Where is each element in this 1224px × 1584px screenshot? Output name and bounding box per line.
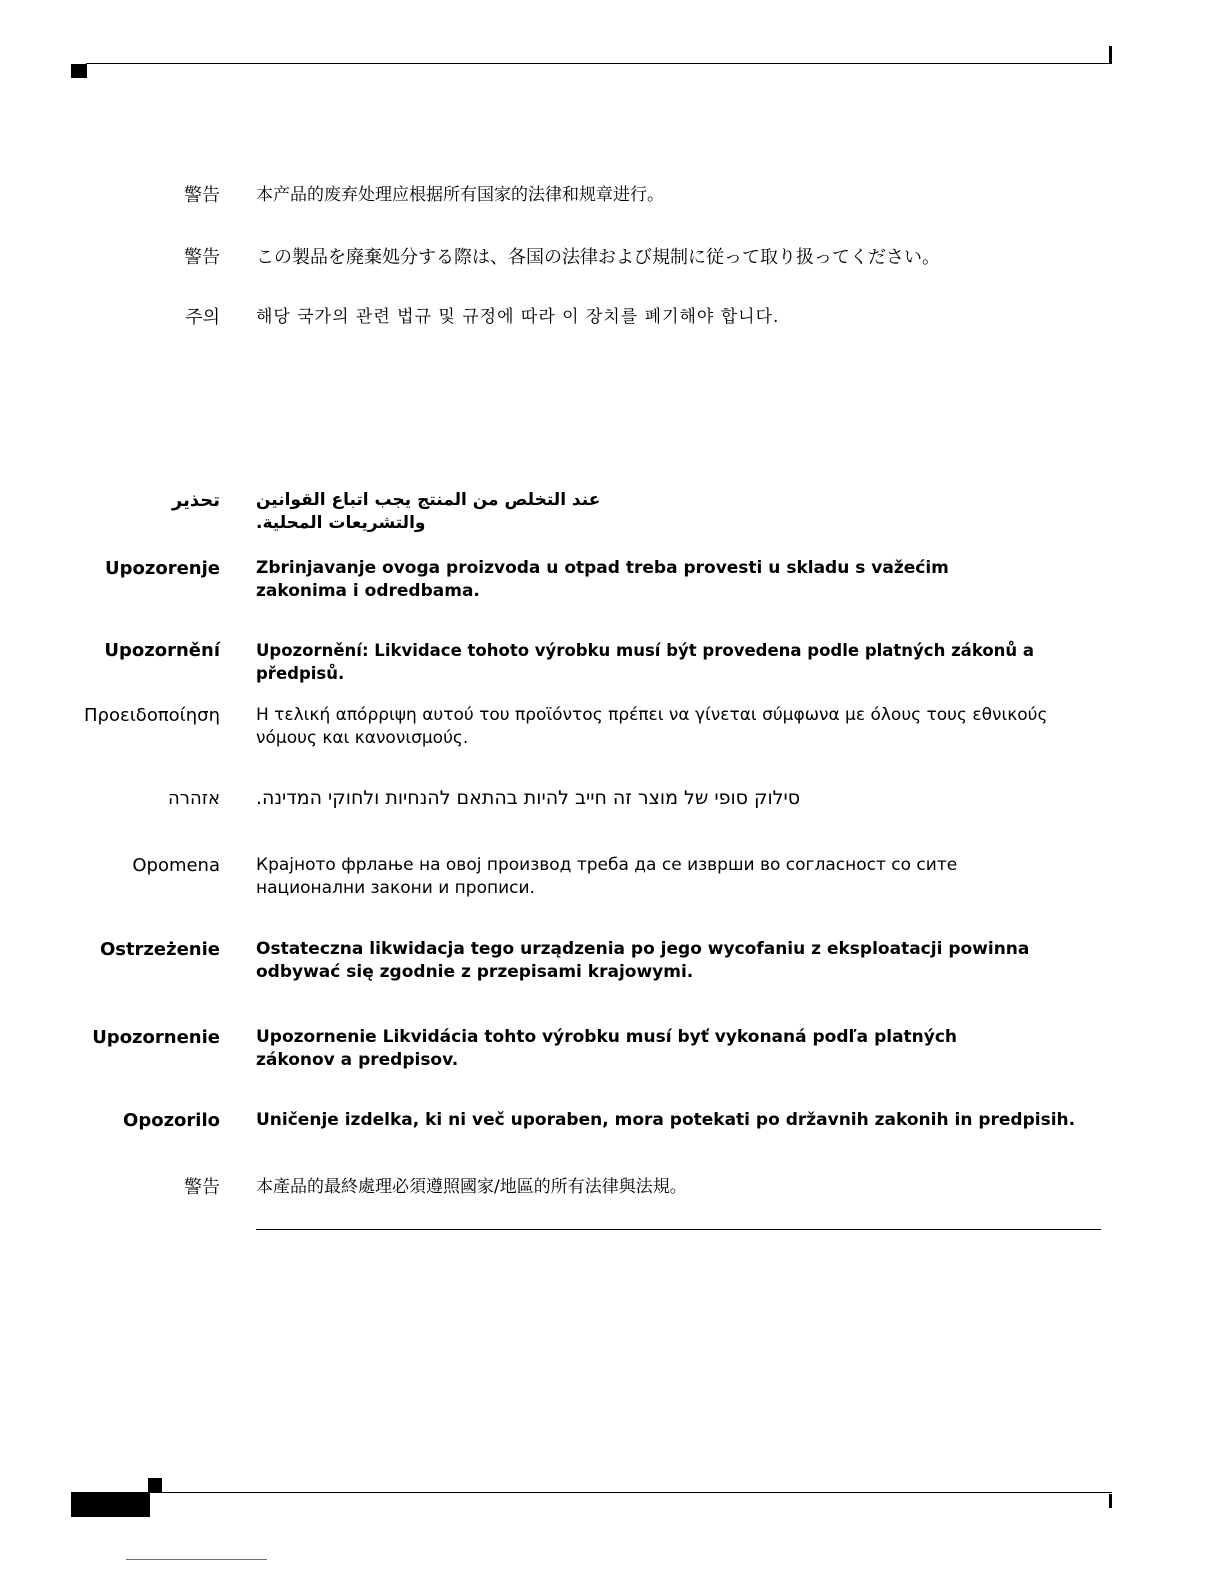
warning-label: 주의 bbox=[185, 307, 220, 328]
warning-text: Η τελική απόρριψη αυτού του προϊόντος πρέπει να γίνεται σύμφωνα με όλους τους εθνικούς νόμους και κανονισμούς. bbox=[256, 705, 1048, 748]
section-end-rule bbox=[256, 1229, 1101, 1230]
footer-block bbox=[71, 1492, 150, 1517]
warning-label: 警告 bbox=[184, 247, 220, 268]
warning-label: Ostrzeżenie bbox=[99, 939, 220, 960]
footer-rule bbox=[148, 1492, 1112, 1493]
warning-label: Προειδοποίηση bbox=[84, 705, 220, 726]
warning-text: Ostateczna likwidacja tego urządzenia po jego wycofaniu z eksploatacji powinna odbywać się zgodnie z przepisami krajowymi. bbox=[256, 939, 1030, 982]
header-marker bbox=[71, 64, 87, 78]
header-tick bbox=[1109, 46, 1112, 64]
warning-text: عند التخلص من المنتج يجب اتباع القوانين والتشريعات المحلية. bbox=[256, 490, 601, 533]
warning-label: 警告 bbox=[184, 185, 220, 206]
warning-text: Uničenje izdelka, ki ni več uporaben, mora potekati po državnih zakonih in predpisih. bbox=[256, 1110, 1076, 1130]
warning-label: Upozornenie bbox=[92, 1027, 220, 1048]
warning-label: אזהרה bbox=[168, 788, 220, 809]
warning-text: 해당 국가의 관련 법규 및 규정에 따라 이 장치를 폐기해야 합니다. bbox=[256, 307, 780, 327]
warning-label: Upozornění bbox=[104, 640, 220, 661]
warning-text: סילוק סופי של מוצר זה חייב להיות בהתאם להנחיות ולחוקי המדינה. bbox=[256, 787, 801, 809]
footer-tick bbox=[1109, 1494, 1112, 1508]
warning-text: Zbrinjavanje ovoga proizvoda u otpad treba provesti u skladu s važećim zakonima i odredbama. bbox=[256, 558, 949, 601]
header-rule bbox=[86, 63, 1112, 64]
warning-text: 本产品的废弃处理应根据所有国家的法律和规章进行。 bbox=[256, 185, 664, 205]
footer-link-underline[interactable] bbox=[126, 1559, 267, 1560]
warning-label: Opomena bbox=[132, 855, 220, 876]
footer-marker bbox=[148, 1478, 162, 1492]
warning-label: تحذير bbox=[171, 490, 220, 511]
warning-label: Upozorenje bbox=[105, 558, 220, 579]
warning-label: 警告 bbox=[184, 1177, 220, 1198]
warning-text: Upozornění: Likvidace tohoto výrobku musí být provedena podle platných zákonů a předpisů. bbox=[256, 641, 1035, 683]
warning-text: Upozornenie Likvidácia tohto výrobku musí byť vykonaná podľa platných zákonov a predpisov. bbox=[256, 1027, 958, 1070]
warning-text: 本產品的最終處理必須遵照國家/地區的所有法律與法規。 bbox=[256, 1177, 687, 1197]
warning-text: Крајното фрлање на овој производ треба да се изврши во согласност со сите национални закони и прописи. bbox=[256, 855, 958, 898]
warning-text: この製品を廃棄処分する際は、各国の法律および規制に従って取り扱ってください。 bbox=[256, 247, 940, 268]
warning-label: Opozorilo bbox=[123, 1110, 220, 1131]
